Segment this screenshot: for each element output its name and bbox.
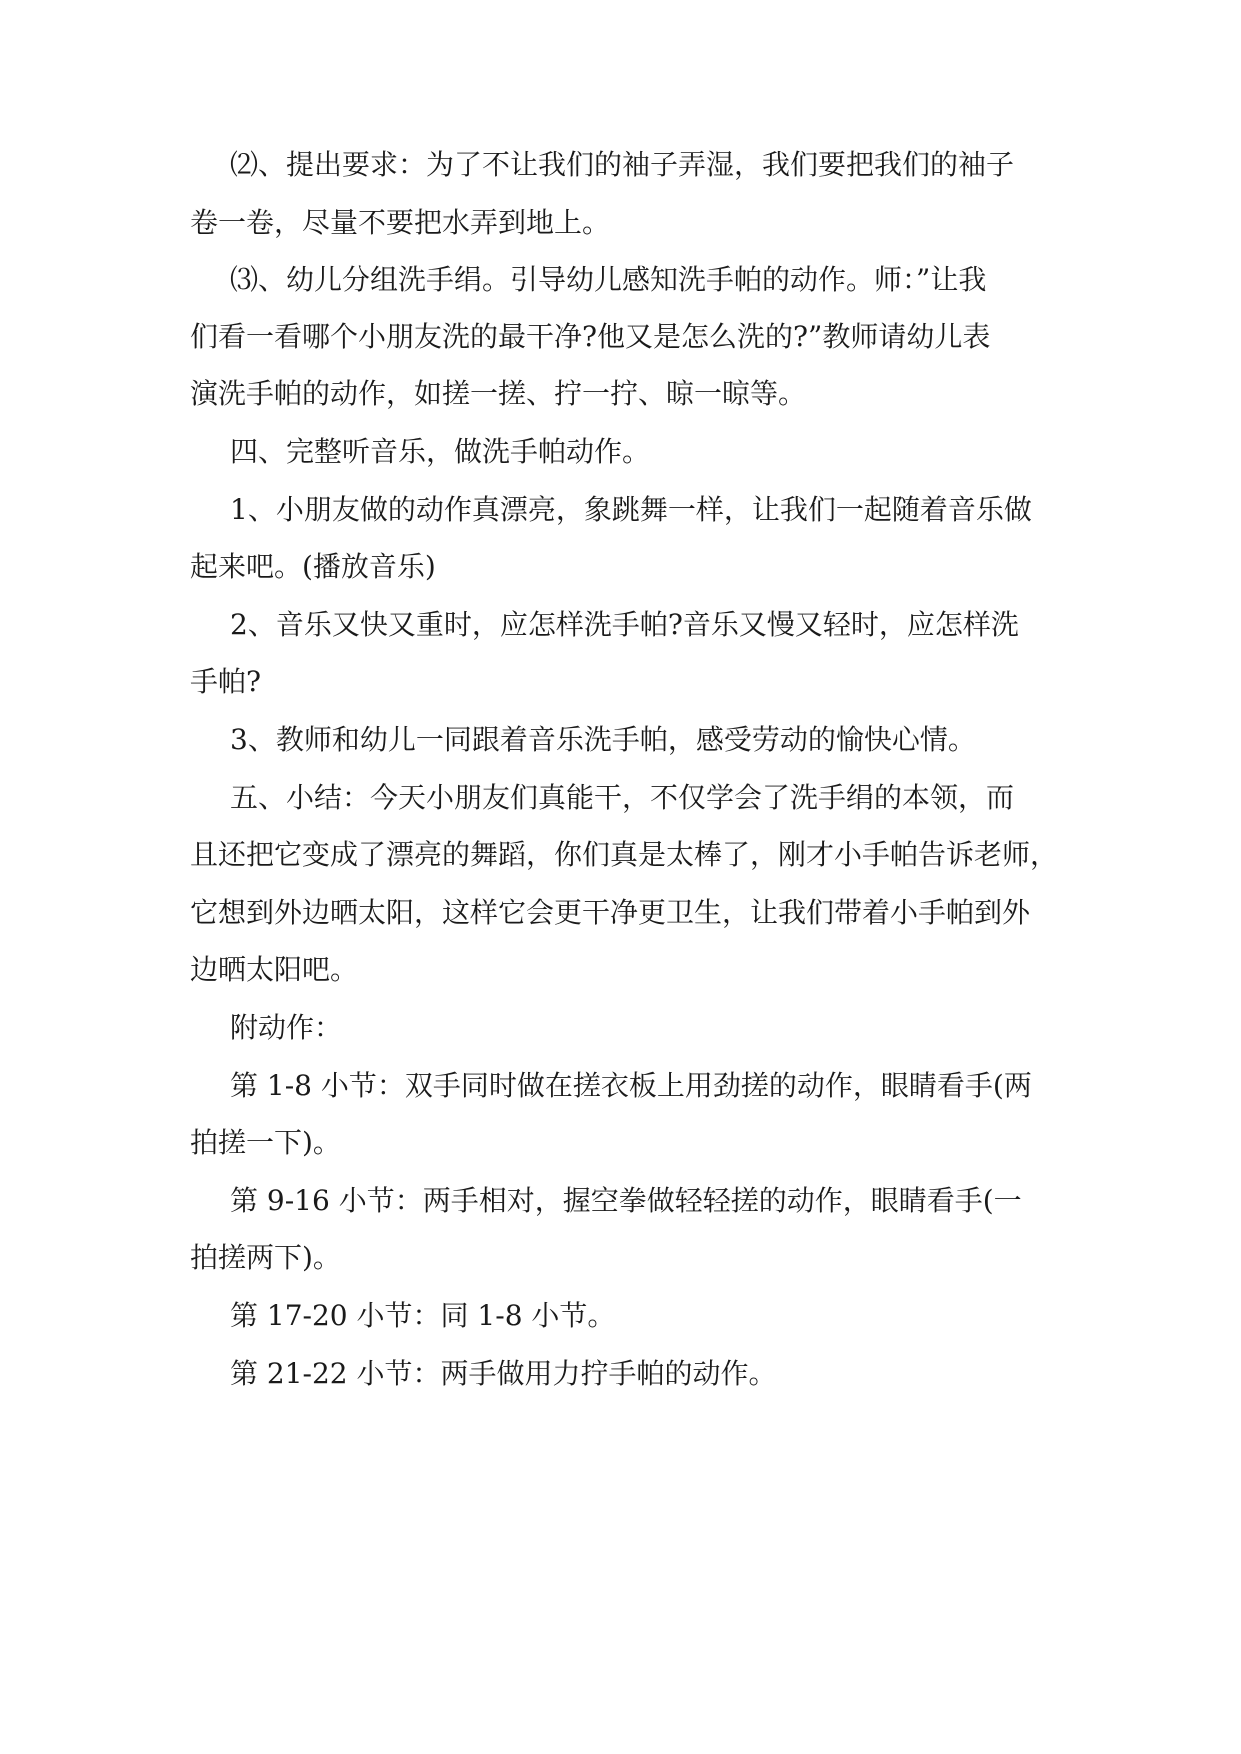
paragraph-line: 且还把它变成了漂亮的舞蹈，你们真是太棒了，刚才小手帕告诉老师， <box>190 838 1059 871</box>
paragraph-line: ⑵、提出要求：为了不让我们的袖子弄湿，我们要把我们的袖子 <box>230 148 1015 181</box>
paragraph-line: 1、小朋友做的动作真漂亮，象跳舞一样，让我们一起随着音乐做 <box>230 493 1032 526</box>
paragraph-line: 起来吧。(播放音乐) <box>190 550 436 583</box>
paragraph-line: 演洗手帕的动作，如搓一搓、拧一拧、晾一晾等。 <box>190 377 807 410</box>
paragraph-line: 们看一看哪个小朋友洗的最干净?他又是怎么洗的?”教师请幼儿表 <box>190 320 991 353</box>
paragraph-line: ⑶、幼儿分组洗手绢。引导幼儿感知洗手帕的动作。师：”让我 <box>230 263 987 296</box>
paragraph-line: 第 1-8 小节：双手同时做在搓衣板上用劲搓的动作，眼睛看手(两 <box>230 1069 1032 1102</box>
paragraph-line: 第 17-20 小节：同 1-8 小节。 <box>230 1299 616 1332</box>
paragraph-line: 五、小结：今天小朋友们真能干，不仅学会了洗手绢的本领，而 <box>230 781 1015 814</box>
paragraph-line: 边晒太阳吧。 <box>190 953 359 986</box>
paragraph-line: 第 9-16 小节：两手相对，握空拳做轻轻搓的动作，眼睛看手(一 <box>230 1184 1022 1217</box>
paragraph-line: 四、完整听音乐，做洗手帕动作。 <box>230 435 651 468</box>
paragraph-line: 附动作： <box>230 1011 343 1044</box>
paragraph-line: 2、音乐又快又重时，应怎样洗手帕?音乐又慢又轻时，应怎样洗 <box>230 608 1019 641</box>
paragraph-line: 第 21-22 小节：两手做用力拧手帕的动作。 <box>230 1357 777 1390</box>
paragraph-line: 拍搓一下)。 <box>190 1126 341 1159</box>
paragraph-line: 手帕? <box>190 665 262 698</box>
paragraph-line: 它想到外边晒太阳，这样它会更干净更卫生，让我们带着小手帕到外 <box>190 896 1031 929</box>
paragraph-line: 3、教师和幼儿一同跟着音乐洗手帕，感受劳动的愉快心情。 <box>230 723 976 756</box>
paragraph-line: 卷一卷，尽量不要把水弄到地上。 <box>190 206 611 239</box>
paragraph-line: 拍搓两下)。 <box>190 1241 341 1274</box>
